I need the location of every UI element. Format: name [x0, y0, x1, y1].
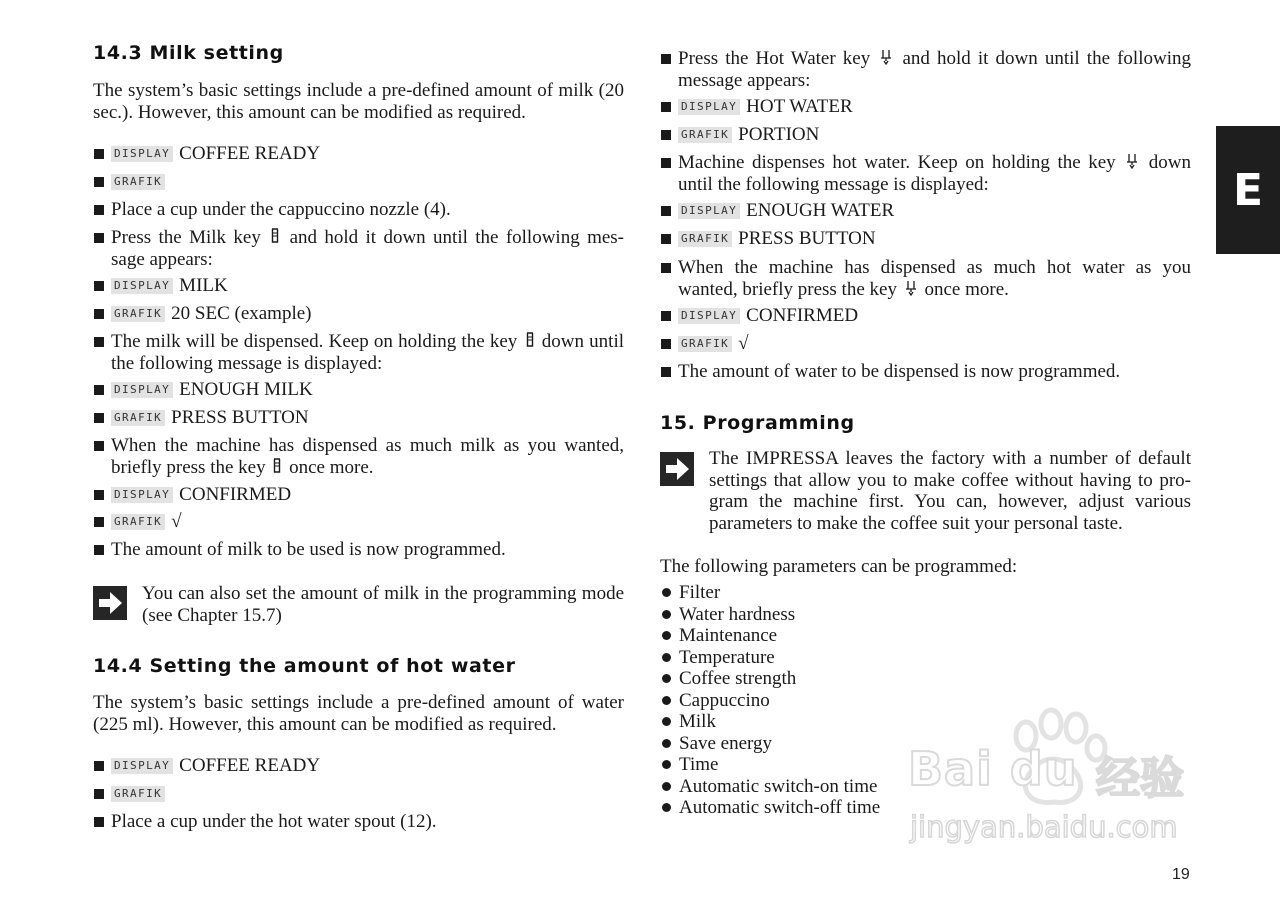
bullet-square: [661, 311, 671, 321]
bullet-square: [94, 177, 104, 187]
section-heading-hot-water: 14.4 Setting the amount of hot water: [93, 655, 516, 677]
watermark-logo: [906, 706, 1206, 856]
bullet-square: [94, 337, 104, 347]
milk-note-text: You can also set the amount of milk in the programming mode (see Chapter 15.7): [142, 583, 624, 626]
list-item: Filter: [660, 582, 880, 604]
list-item: Time: [660, 754, 880, 776]
grafik-tag: GRAFIK: [111, 306, 165, 322]
bullet-square: [94, 545, 104, 555]
milk-step-grafik-blank: [93, 171, 624, 193]
bullet-square: [94, 761, 104, 771]
display-tag: DISPLAY: [111, 487, 173, 503]
list-item: Water hardness: [660, 604, 880, 626]
parameters-intro: The following parameters can be programmed:: [660, 556, 1018, 577]
list-item: Temperature: [660, 647, 880, 669]
grafik-tag: GRAFIK: [678, 127, 732, 143]
milk-step-programmed: The amount of milk to be used is now programmed.: [93, 539, 624, 561]
grafik-tag: GRAFIK: [678, 231, 732, 247]
list-item: Coffee strength: [660, 668, 880, 690]
watermark-cn: 经验: [1096, 753, 1184, 804]
bullet-square: [661, 206, 671, 216]
hot-step-grafik-blank: [93, 783, 624, 805]
display-tag: DISPLAY: [111, 278, 173, 294]
list-item: Cappuccino: [660, 690, 880, 712]
bullet-square: [661, 158, 671, 168]
hot-step-grafik-press-button: GRAFIK PRESS BUTTON: [660, 228, 1191, 250]
arrow-right-icon: [660, 452, 694, 486]
grafik-tag: GRAFIK: [111, 514, 165, 530]
bullet-square: [94, 817, 104, 827]
hot-water-key-icon: [879, 49, 893, 65]
list-item: Automatic switch-off time: [660, 797, 880, 819]
bullet-square: [661, 102, 671, 112]
arrow-right-icon: [93, 586, 127, 620]
hot-water-key-icon: [904, 280, 918, 296]
milk-step-display-enough-milk: DISPLAY ENOUGH MILK: [93, 379, 624, 401]
section-heading-programming: 15. Programming: [660, 412, 855, 434]
hot-step-display-enough-water: DISPLAY ENOUGH WATER: [660, 200, 1191, 222]
bullet-square: [94, 281, 104, 291]
hot-step-display-coffee-ready: DISPLAY COFFEE READY: [93, 755, 624, 777]
list-item: Maintenance: [660, 625, 880, 647]
parameters-list: [660, 582, 880, 819]
milk-step-dispensed: The milk will be dispensed. Keep on holding the key down until the following message is displayed:: [93, 331, 624, 374]
bullet-square: [94, 233, 104, 243]
display-tag: DISPLAY: [111, 382, 173, 398]
list-item: Save energy: [660, 733, 880, 755]
display-tag: DISPLAY: [111, 146, 173, 162]
bullet-square: [661, 130, 671, 140]
watermark-brand: Bai du: [908, 742, 1078, 796]
bullet-square: [94, 385, 104, 395]
milk-key-icon: [525, 332, 535, 348]
list-item: Automatic switch-on time: [660, 776, 880, 798]
display-tag: DISPLAY: [111, 758, 173, 774]
milk-step-display-coffee-ready: DISPLAY COFFEE READY: [93, 143, 624, 165]
hot-step-place-cup: Place a cup under the hot water spout (12).: [93, 811, 624, 833]
grafik-tag: GRAFIK: [111, 786, 165, 802]
milk-step-grafik-check: GRAFIK √: [93, 511, 624, 533]
section-tab: E: [1216, 126, 1280, 254]
milk-intro-paragraph: The system’s basic settings include a pre-defined amount of milk (20 sec.). However, this amount can be modified as required.: [93, 80, 624, 123]
bullet-square: [94, 789, 104, 799]
list-item: Milk: [660, 711, 880, 733]
bullet-square: [661, 234, 671, 244]
bullet-square: [661, 367, 671, 377]
bullet-square: [94, 490, 104, 500]
watermark-url: jingyan.baidu.com: [910, 810, 1178, 844]
hot-step-display-hot-water: DISPLAY HOT WATER: [660, 96, 1191, 118]
milk-step-place-cup: Place a cup under the cappuccino nozzle (4).: [93, 199, 624, 221]
display-tag: DISPLAY: [678, 308, 740, 324]
bullet-square: [661, 263, 671, 273]
hot-step-dispenses: Machine dispenses hot water. Keep on holding the key down until the following message is displayed:: [660, 152, 1191, 195]
milk-step-grafik-20sec: GRAFIK 20 SEC (example): [93, 303, 624, 325]
hot-step-press-hot-water-key: Press the Hot Water key and hold it down until the following message appears:: [660, 48, 1191, 91]
bullet-square: [94, 149, 104, 159]
bullet-square: [94, 517, 104, 527]
page-number: 19: [1172, 866, 1190, 883]
grafik-tag: GRAFIK: [111, 174, 165, 190]
bullet-square: [661, 54, 671, 64]
grafik-tag: GRAFIK: [111, 410, 165, 426]
display-tag: DISPLAY: [678, 203, 740, 219]
hot-step-press-once-more: When the machine has dispensed as much hot water as you wanted, briefly press the key once more.: [660, 257, 1191, 300]
hot-water-intro-paragraph: The system’s basic settings include a pre-defined amount of water (225 ml). However, this amount can be modified as required.: [93, 692, 624, 735]
programming-note-text: The IMPRESSA leaves the factory with a number of default settings that allow you to make coffee without having to pro-gram the machine first. You can, however, adjust various parameters to make the coffee suit your personal taste.: [709, 448, 1191, 534]
milk-step-press-milk-key: Press the Milk key and hold it down until the following mes-sage appears:: [93, 227, 624, 270]
bullet-square: [94, 309, 104, 319]
milk-step-press-once-more: When the machine has dispensed as much milk as you wanted, briefly press the key once more.: [93, 435, 624, 478]
milk-step-grafik-press-button: GRAFIK PRESS BUTTON: [93, 407, 624, 429]
milk-key-icon: [272, 458, 282, 474]
bullet-square: [94, 441, 104, 451]
hot-water-key-icon: [1125, 153, 1139, 169]
grafik-tag: GRAFIK: [678, 336, 732, 352]
milk-step-display-confirmed: DISPLAY CONFIRMED: [93, 484, 624, 506]
bullet-square: [94, 413, 104, 423]
milk-key-icon: [270, 228, 280, 244]
hot-step-display-confirmed: DISPLAY CONFIRMED: [660, 305, 1191, 327]
hot-step-grafik-portion: GRAFIK PORTION: [660, 124, 1191, 146]
bullet-square: [94, 205, 104, 215]
display-tag: DISPLAY: [678, 99, 740, 115]
section-heading-milk-setting: 14.3 Milk setting: [93, 42, 284, 64]
hot-step-grafik-check: GRAFIK √: [660, 333, 1191, 355]
milk-step-display-milk: DISPLAY MILK: [93, 275, 624, 297]
bullet-square: [661, 339, 671, 349]
hot-step-programmed: The amount of water to be dispensed is now programmed.: [660, 361, 1191, 383]
